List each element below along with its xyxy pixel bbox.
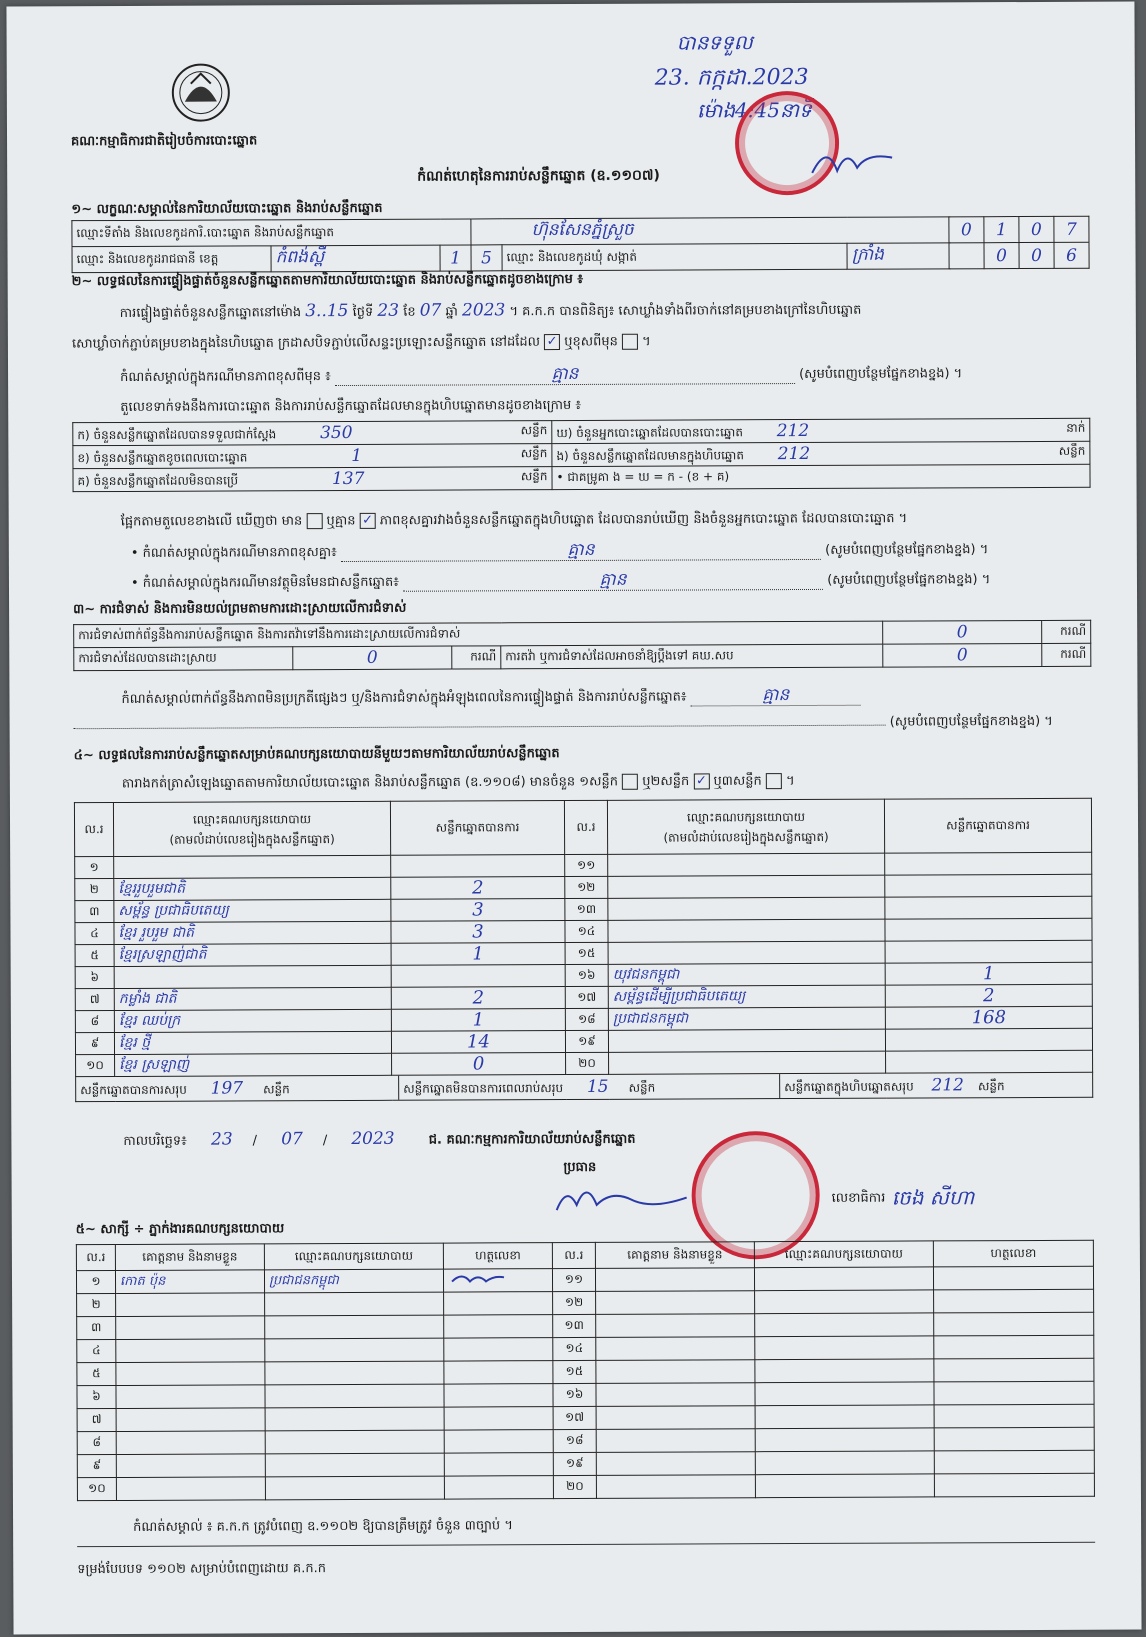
- witness-signature: [934, 1358, 1094, 1382]
- objection-appeal-label: ការតវ៉ា ឬការជំទាស់ដែលអាចនាំឱ្យប្តឹងទៅ គឃ.សប: [501, 644, 883, 669]
- change-note: កំណត់សម្គាល់ក្នុងករណីមានភាពខុសពីមុន ៖ គ្មាន (សូមបំពេញបន្ថែមផ្នែកខាងខ្នង) ។: [120, 363, 963, 385]
- president-label: ប្រធាន: [563, 1159, 597, 1176]
- witness-signature: [934, 1312, 1094, 1336]
- party-votes: 1: [391, 1009, 565, 1032]
- difference-line: ផ្អែកតាមតួលេខខាងលើ ឃើញថា មាន ឬគ្មាន ✓ ភាពខុសគ្នារវាងចំនួនសន្លឹកឆ្នោតក្នុងហិបឆ្នោត ដែលបានរាប់ឃើញ និងចំនួនអ្នកបោះឆ្នោត ដែលបានបោះឆ្នោត ។: [120, 511, 908, 530]
- row-no: ១៨: [565, 1008, 608, 1030]
- fig-d-label: ឃ) ចំនួនអ្នកបោះឆ្នោតដែលបានបោះឆ្នោត: [556, 424, 743, 440]
- commune-code-3: 6: [1054, 242, 1089, 268]
- row-no: ១៩: [553, 1452, 596, 1475]
- party-name: [114, 855, 391, 878]
- section5-heading: ៥~ សាក្សី ÷ ភ្នាក់ងារគណបក្សនយោបាយ: [75, 1221, 285, 1238]
- fig-c-label: គ) ចំនួនសន្លឹកឆ្នោតដែលមិនបានប្រើ: [77, 472, 239, 488]
- results-table: ល.រ ឈ្មោះគណបក្សនយោបាយ (តាមលំដាប់លេខរៀងក្នុងសន្លឹកឆ្នោត) សន្លឹកឆ្នោតបានការ ល.រ ឈ្មោះគណបក្សនយោបាយ (តាមលំដាប់លេខរៀងក្នុងសន្លឹកឆ្នោត) សន្លឹកឆ្នោតបានការ ១ ១១ ២ ខ្មែររួបរួមជាតិ 2 ១២ ៣ សម្ព័ន្ធ ប្រជាធិបតេយ្យ 3 ១៣ ៤ ខ្មែរ រួបរួម ជាតិ 3 ១៤ ៥ ខ្មែរស្រឡាញ់ជាតិ 1 ១៥ ៦ ១៦ យុវជនកម្ពុជា 1 ៧ កម្លាំង ជាតិ 2 ១៧ សម្ព័ន្ធដើម្បីប្រជាធិបតេយ្យ 2 ៨ ខ្មែរ ឈប់ក្រ 1 ១៨ ប្រជាជនកម្ពុជា 168 ៩ ខ្មែរ ថ្មី 14 ១៩ ១០ ខ្មែរ ស្រឡាញ់ 0 ២០ សន្លឹកឆ្នោតបានការសរុប 197 សន្លឹក សន្លឹកឆ្នោតមិនបានការពេលរាប់សរុប 15 សន្លឹក សន្លឹកឆ្នោតក្នុងហិបឆ្នោតសរុប 212 សន្លឹក: [74, 798, 1093, 1102]
- row-no: ៣: [75, 901, 114, 923]
- party-name: យុវជនកម្ពុជា: [608, 963, 885, 986]
- sheet1-checkbox[interactable]: [622, 774, 638, 790]
- witness-signature: [444, 1384, 553, 1407]
- objection-row1-label: ការជំទាស់ពាក់ព័ន្ធនឹងការរាប់សន្លឹកឆ្នោត និងការតវ៉ាទៅនឹងការដោះស្រាយលើការជំទាស់: [74, 621, 883, 648]
- witness-name: [116, 1339, 265, 1363]
- row-no: ៤: [77, 1340, 116, 1363]
- witness-name: [596, 1337, 755, 1361]
- row-no: ១០: [76, 1055, 115, 1077]
- section1-table: [71, 216, 1089, 273]
- row-no: ២០: [553, 1475, 596, 1498]
- result-date: កាលបរិច្ឆេទ៖ 23 / 07 / 2023 ជ. គណៈកម្មការការិយាល័យរាប់សន្លឹកឆ្នោត: [123, 1128, 636, 1150]
- received-time: ម៉ោង4:45នាទី: [696, 97, 812, 123]
- party-votes: 2: [885, 984, 1092, 1007]
- province-code-2: 5: [471, 245, 502, 271]
- party-name: ប្រជាជនកម្ពុជា: [608, 1007, 885, 1030]
- party-votes: 1: [885, 962, 1092, 985]
- row-no: ៧: [75, 989, 114, 1011]
- party-votes: 2: [391, 877, 565, 900]
- party-votes: [885, 1028, 1092, 1051]
- party-name: [608, 1029, 885, 1052]
- party-name: [609, 1051, 886, 1074]
- commune-code-1: 0: [984, 243, 1019, 269]
- received-note: បានទទួល: [676, 30, 753, 55]
- committee-name: គណៈកម្មាធិការជាតិរៀបចំការបោះឆ្នោត: [71, 133, 258, 150]
- witness-party: [754, 1267, 933, 1291]
- witness-party: [755, 1359, 934, 1383]
- witness-name: [116, 1293, 265, 1317]
- figures-intro: តួលេខទាក់ទងនឹងការបោះឆ្នោត និងការរាប់សន្លឹកឆ្នោតដែលមានក្នុងហិបឆ្នោតមានដូចខាងក្រោម ៖: [120, 397, 582, 415]
- objection-resolved-value: 0: [293, 646, 452, 670]
- row-no: ១៣: [565, 898, 608, 920]
- party-votes: 3: [391, 921, 565, 944]
- witness-party: [755, 1474, 934, 1498]
- row-no: ១០: [77, 1478, 116, 1501]
- row-no: ១៥: [553, 1360, 596, 1383]
- witness-signature: [934, 1381, 1094, 1405]
- party-votes: [885, 874, 1092, 897]
- section3-heading: ៣~ ការជំទាស់ និងការមិនយល់ព្រមតាមការដោះស្រាយលើការជំទាស់: [73, 600, 407, 618]
- party-name: ខ្មែរ ថ្មី: [114, 1031, 391, 1054]
- fig-a-label: ក) ចំនួនសន្លឹកឆ្នោតដែលបានទទួលជាក់ស្តែង: [77, 426, 277, 442]
- witness-party: ប្រជាជនកម្ពុជា: [264, 1269, 443, 1293]
- objection-row1-value: 0: [883, 620, 1042, 644]
- party-name: សម្ព័ន្ធ ប្រជាធិបតេយ្យ: [114, 899, 391, 922]
- witness-party: [265, 1384, 444, 1408]
- fig-e-value: 212: [777, 443, 811, 464]
- witness-name: [595, 1268, 754, 1292]
- province-label: ឈ្មោះ និងលេខកូដរាជធានី ខេត្ត: [72, 246, 271, 273]
- witness-name: [116, 1477, 265, 1501]
- witness-name: [116, 1385, 265, 1409]
- irregularity-hint: (សូមបំពេញបន្ថែមផ្នែកខាងខ្នង) ។: [74, 714, 1092, 734]
- commune-name: ក្រាំង: [847, 243, 949, 269]
- witness-name: [116, 1454, 265, 1478]
- row-no: ១៨: [553, 1429, 596, 1452]
- party-name: ខ្មែររួបរួមជាតិ: [114, 877, 391, 900]
- witness-party: [265, 1453, 444, 1477]
- row-no: ១: [75, 857, 114, 879]
- row-no: ៩: [77, 1455, 116, 1478]
- received-date: 23. កក្កដា.2023: [654, 64, 809, 91]
- fig-e-label: ង) ចំនួនសន្លឹកឆ្នោតដែលមានក្នុងហិបឆ្នោត: [556, 447, 744, 463]
- row-no: ១៧: [553, 1406, 596, 1429]
- witness-signature: [934, 1450, 1094, 1474]
- party-name: [114, 965, 391, 988]
- witness-name: [596, 1406, 755, 1430]
- witness-party: [265, 1315, 444, 1339]
- party-name: ខ្មែរ ស្រឡាញ់: [115, 1053, 392, 1076]
- witness-party: [755, 1428, 934, 1452]
- verify-month: 07: [419, 300, 442, 321]
- station-name: ហ៊ុនសែនភ្នំស្រួច: [471, 217, 949, 245]
- secretary-label: លេខាធិការ: [831, 1190, 886, 1206]
- party-name: [608, 941, 885, 964]
- total-valid: សន្លឹកឆ្នោតបានការសរុប 197 សន្លឹក: [76, 1076, 399, 1101]
- station-label: ឈ្មោះទីតាំង និងលេខកូដការិ.បោះឆ្នោត និងរាប់សន្លឹកឆ្នោត: [72, 219, 471, 247]
- form-title: កំណត់ហេតុនៃការរាប់សន្លឹកឆ្នោត (ឧ.១១០៧): [417, 167, 660, 185]
- change-note-value: គ្មាន: [551, 363, 579, 385]
- witness-signature: [444, 1315, 553, 1338]
- witness-signature: [444, 1338, 553, 1361]
- witness-table: ល.រ គោត្តនាម និងនាមខ្លួន ឈ្មោះគណបក្សនយោបាយ ហត្ថលេខា ល.រ គោត្តនាម និងនាមខ្លួន ឈ្មោះគណបក្សនយោបាយ ហត្ថលេខា ១ កោត ប៉ុន ប្រជាជនកម្ពុជា ១១ ២ ១២ ៣ ១៣ ៤ ១៤ ៥ ១៥ ៦ ១៦ ៧ ១៧ ៨ ១៨ ៩ ១៩ ១០ ២០: [76, 1240, 1095, 1501]
- witness-name: [116, 1408, 265, 1432]
- row-no: ១: [76, 1271, 115, 1294]
- witness-party: [755, 1405, 934, 1429]
- section1-heading: ១~ លក្ខណៈសម្គាល់នៃការិយាល័យបោះឆ្នោត និងរាប់សន្លឹកឆ្នោត: [71, 200, 383, 218]
- figures-table: ក) ចំនួនសន្លឹកឆ្នោតដែលបានទទួលជាក់ស្តែង 350 សន្លឹក ឃ) ចំនួនអ្នកបោះឆ្នោតដែលបានបោះឆ្នោត 212 នាក់ ខ) ចំនួនសន្លឹកឆ្នោតខូចពេលបោះឆ្នោត 1 សន្លឹក ង) ចំនួនសន្លឹកឆ្នោតដែលមានក្នុងហិបឆ្នោត 212 សន្លឹក គ) ចំនួនសន្លឹកឆ្នោតដែលមិនបានប្រើ 137 សន្លឹក • ជាគម្រូគា ង = ឃ = ក - (ខ + គ): [72, 418, 1090, 492]
- party-votes: [391, 965, 565, 988]
- party-votes: 3: [391, 899, 565, 922]
- witness-party: [755, 1451, 934, 1475]
- party-votes: [885, 896, 1092, 919]
- station-code-3: 0: [1019, 216, 1054, 242]
- row-no: ៥: [77, 1363, 116, 1386]
- fig-d-value: 212: [776, 420, 810, 441]
- party-name: កម្លាំង ជាតិ: [114, 987, 391, 1010]
- witness-signature: [934, 1289, 1094, 1313]
- objections-table: ការជំទាស់ពាក់ព័ន្ធនឹងការរាប់សន្លឹកឆ្នោត និងការតវ៉ាទៅនឹងការដោះស្រាយលើការជំទាស់ 0 ករណី ការជំទាស់ដែលបានដោះស្រាយ 0 ករណី ការតវ៉ា ឬការជំទាស់ដែលអាចនាំឱ្យប្តឹងទៅ គឃ.សប 0 ករណី: [73, 620, 1091, 671]
- fig-b-label: ខ) ចំនួនសន្លឹកឆ្នោតខូចពេលបោះឆ្នោត: [77, 449, 248, 465]
- commune-code-2: 0: [1019, 242, 1054, 268]
- diff-note-value: គ្មាន: [567, 539, 595, 561]
- row-no: ១៩: [565, 1030, 608, 1052]
- unchanged-checkbox[interactable]: ✓: [544, 334, 560, 350]
- verify-day: 23: [377, 300, 400, 321]
- station-code-4: 7: [1054, 216, 1089, 242]
- witness-name: [596, 1360, 755, 1384]
- row-no: ២: [77, 1294, 116, 1317]
- party-votes: [885, 940, 1092, 963]
- fig-a-value: 350: [320, 422, 353, 443]
- witness-party: [265, 1476, 444, 1500]
- party-votes: [886, 1050, 1093, 1073]
- row-no: ៩: [75, 1033, 114, 1055]
- province-code-1: 1: [440, 245, 471, 271]
- witness-signature: [444, 1292, 553, 1315]
- party-votes: [885, 852, 1092, 875]
- witness-name: [116, 1362, 265, 1386]
- party-name: [608, 875, 885, 898]
- witness-party: [265, 1430, 444, 1454]
- verify-hour: 3..15: [305, 300, 349, 322]
- verify-year: 2023: [461, 300, 506, 321]
- party-votes: 2: [391, 987, 565, 1010]
- witness-name: [116, 1431, 265, 1455]
- station-code-1: 0: [949, 217, 984, 243]
- form-note: ទម្រង់បែបបទ ១១០២ សម្រាប់បំពេញដោយ គ.ក.ក: [77, 1561, 326, 1578]
- object-note-value: គ្មាន: [599, 569, 627, 590]
- objection-resolved-label: ការជំទាស់ដែលបានដោះស្រាយ: [74, 647, 293, 671]
- tally-sheet-line: តារាងកត់ត្រាសំឡេងឆ្នោតតាមការិយាល័យបោះឆ្នោត និងរាប់សន្លឹកឆ្នោត (ឧ.១១០៨) មានចំនួន ១សន្លឹក ឬ២សន្លឹក ✓ ឬ៣សន្លឹក ។: [121, 773, 795, 792]
- witness-name: [596, 1475, 755, 1499]
- irregularity-note: កំណត់សម្គាល់ពាក់ព័ន្ធនឹងភាពមិនប្រក្រតីផ្សេងៗ ឬ/និងការជំទាស់ក្នុងអំឡុងពេលនៃការផ្ទៀងផ្ទាត់ និងការរាប់សន្លឹកឆ្នោត៖ គ្មាន: [121, 687, 860, 709]
- witness-signature: [933, 1266, 1093, 1290]
- footnote: កំណត់សម្គាល់ ៖ គ.ក.ក ត្រូវបំពេញ ឧ.១១០២ ឱ្យបានត្រឹមត្រូវ ចំនួន ៣ច្បាប់ ។: [133, 1518, 513, 1535]
- row-no: ៣: [77, 1317, 116, 1340]
- party-name: ខ្មែរ ឈប់ក្រ: [114, 1009, 391, 1032]
- witness-signature: [934, 1473, 1094, 1497]
- section2-heading: ២~ លទ្ធផលនៃការផ្ទៀងផ្ទាត់ចំនួនសន្លឹកឆ្នោតតាមការិយាល័យបោះឆ្នោត និងរាប់សន្លឹកឆ្នោតដូចខាងក្រោម ៖: [71, 271, 584, 290]
- row-no: ៦: [75, 967, 114, 989]
- seal-line: សោឃ្លាំចាក់ភ្ជាប់គម្របខាងក្នុងនៃហិបឆ្នោត ក្រដាសបិទភ្ជាប់លើសន្ទះប្រឡោះសន្លឹកឆ្នោត នៅដដែល ✓ ឬខុសពីមុន ។: [71, 334, 651, 352]
- row-no: ១២: [553, 1291, 596, 1314]
- witness-name: [596, 1383, 755, 1407]
- row-no: ៨: [75, 1011, 114, 1033]
- row-no: ១៦: [553, 1383, 596, 1406]
- witness-name: [116, 1316, 265, 1340]
- witness-party: [755, 1382, 934, 1406]
- party-name: ខ្មែរ រួបរួម ជាតិ: [114, 921, 391, 944]
- row-no: ៨: [77, 1432, 116, 1455]
- party-name: ខ្មែរស្រឡាញ់ជាតិ: [114, 943, 391, 966]
- party-votes: 0: [392, 1053, 566, 1076]
- witness-signature: [444, 1407, 553, 1430]
- row-no: ១៦: [565, 964, 608, 986]
- witness-party: [265, 1407, 444, 1431]
- witness-signature: [934, 1404, 1094, 1428]
- party-votes: [885, 918, 1092, 941]
- witness-signature: [443, 1269, 552, 1292]
- witness-name: កោត ប៉ុន: [115, 1270, 264, 1294]
- witness-name: [596, 1291, 755, 1315]
- party-name: [608, 919, 885, 942]
- object-note: • កំណត់សម្គាល់ក្នុងករណីមានវត្ថុមិនមែនជាសន្លឹកឆ្នោត៖ គ្មាន (សូមបំពេញបន្ថែមផ្នែកខាងខ្នង) ។: [130, 569, 991, 591]
- party-name: [608, 897, 885, 920]
- party-votes: 1: [391, 943, 565, 966]
- total-invalid: សន្លឹកឆ្នោតមិនបានការពេលរាប់សរុប 15 សន្លឹក: [399, 1074, 780, 1100]
- verification-line: ការផ្ទៀងផ្ទាត់ចំនួនសន្លឹកឆ្នោតនៅម៉ោង 3..15 ថ្ងៃទី 23 ខែ 07 ឆ្នាំ 2023 ។ គ.ក.ក បានពិនិត្យ៖ សោឃ្លាំងទាំងពីរចាក់នៅគម្របខាងក្រៅនៃហិបឆ្នោត: [119, 300, 862, 322]
- party-name: សម្ព័ន្ធដើម្បីប្រជាធិបតេយ្យ: [608, 985, 885, 1008]
- sheet3-checkbox[interactable]: [766, 773, 782, 789]
- row-no: ៧: [77, 1409, 116, 1432]
- form-page: [6, 2, 1141, 1635]
- row-no: ២០: [566, 1052, 609, 1074]
- row-no: ៤: [75, 923, 114, 945]
- formula: • ជាគម្រូគា ង = ឃ = ក - (ខ + គ): [552, 464, 1090, 489]
- row-no: ១១: [552, 1268, 595, 1291]
- objection-appeal-value: 0: [883, 643, 1042, 667]
- witness-signature: [444, 1453, 553, 1476]
- station-code-2: 1: [984, 217, 1019, 243]
- witness-name: [596, 1429, 755, 1453]
- row-no: ១៤: [553, 1337, 596, 1360]
- row-no: ២: [75, 879, 114, 901]
- irregularity-note-value: គ្មាន: [762, 685, 790, 706]
- witness-signature: [444, 1361, 553, 1384]
- row-no: ១៧: [565, 986, 608, 1008]
- party-votes: 14: [391, 1031, 565, 1054]
- nec-logo: [165, 61, 237, 123]
- witness-signature: [444, 1476, 553, 1499]
- row-no: ៥: [75, 945, 114, 967]
- witness-party: [265, 1338, 444, 1362]
- diff-yes-checkbox[interactable]: [306, 513, 322, 529]
- witness-party: [265, 1361, 444, 1385]
- row-no: ១១: [565, 854, 608, 876]
- president-signature: [552, 1179, 692, 1224]
- province-name: កំពង់ស្ពឺ: [271, 245, 440, 272]
- row-no: ១៤: [565, 920, 608, 942]
- total-box: សន្លឹកឆ្នោតក្នុងហិបឆ្នោតសរុប 212 សន្លឹក: [784, 1075, 1005, 1096]
- diff-note: • កំណត់សម្គាល់ក្នុងករណីមានភាពខុសគ្នា៖ គ្មាន (សូមបំពេញបន្ថែមផ្នែកខាងខ្នង) ។: [130, 539, 989, 561]
- changed-checkbox[interactable]: [622, 334, 638, 350]
- fig-b-value: 1: [351, 445, 363, 466]
- row-no: ១២: [565, 876, 608, 898]
- party-votes: [391, 855, 565, 878]
- diff-no-checkbox[interactable]: ✓: [360, 513, 376, 529]
- witness-party: [265, 1292, 444, 1316]
- row-no: ១៣: [553, 1314, 596, 1337]
- sheet2-checkbox[interactable]: ✓: [693, 773, 709, 789]
- received-signature: [807, 143, 897, 187]
- witness-party: [755, 1290, 934, 1314]
- table-row: [77, 1473, 1094, 1500]
- witness-signature: [444, 1430, 553, 1453]
- witness-name: [596, 1314, 755, 1338]
- commune-label: ឈ្មោះ និងលេខកូដឃុំ សង្កាត់: [502, 243, 847, 271]
- secretary-name: ចេង សីហា: [891, 1185, 975, 1210]
- witness-party: [755, 1336, 934, 1360]
- witness-party: [755, 1313, 934, 1337]
- row-no: ១៥: [565, 942, 608, 964]
- witness-name: [596, 1452, 755, 1476]
- witness-signature: [934, 1427, 1094, 1451]
- party-name: [608, 853, 885, 876]
- row-no: ៦: [77, 1386, 116, 1409]
- section4-heading: ៤~ លទ្ធផលនៃការរាប់សន្លឹកឆ្នោតសម្រាប់គណបក្សនយោបាយនីមួយៗតាមការិយាល័យរាប់សន្លឹកឆ្នោត: [73, 746, 560, 764]
- party-votes: 168: [885, 1006, 1092, 1029]
- fig-c-value: 137: [331, 468, 365, 489]
- witness-signature: [934, 1335, 1094, 1359]
